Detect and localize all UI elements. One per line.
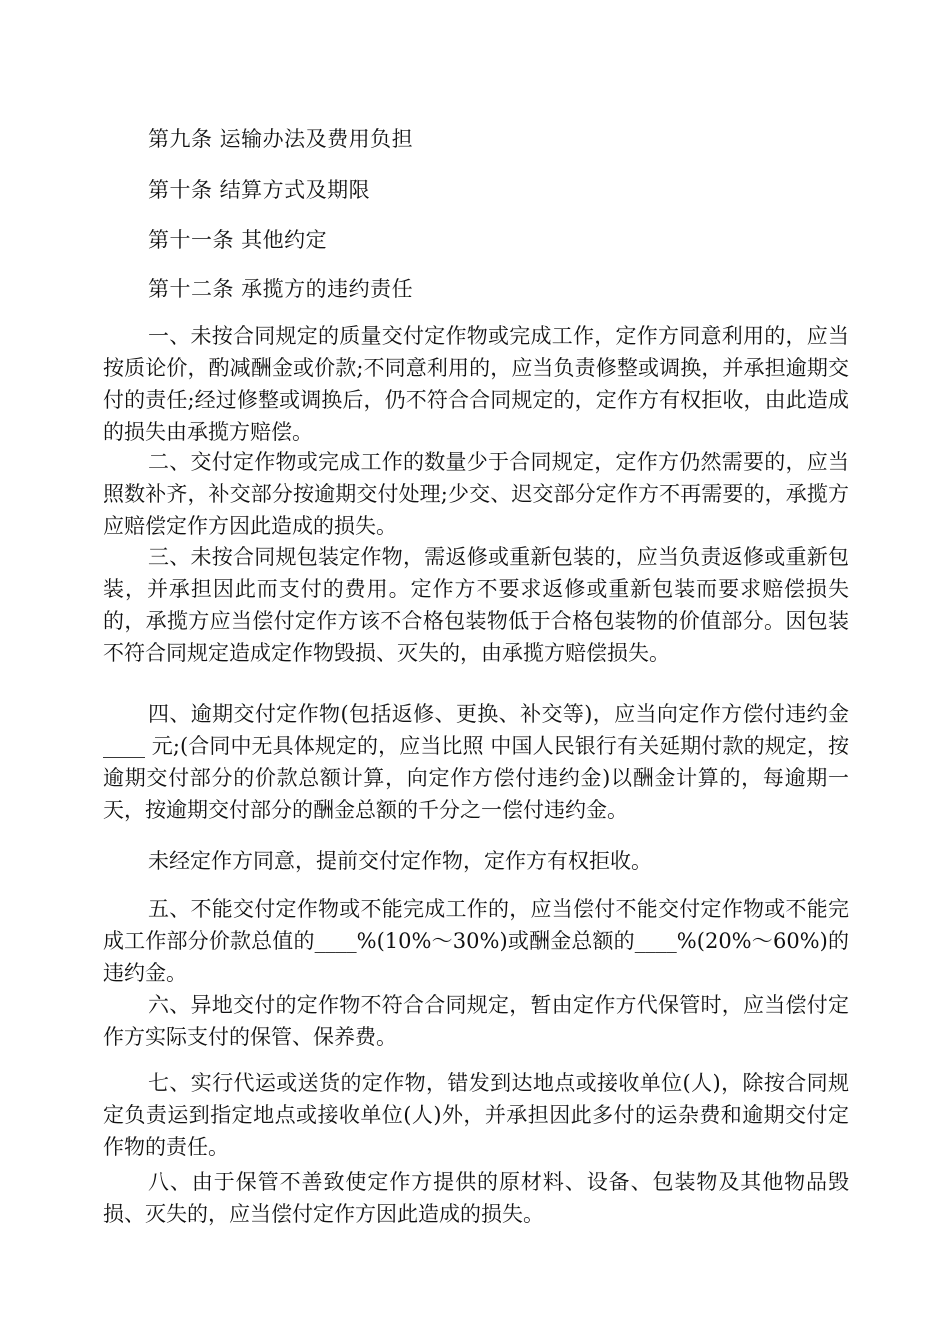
article-10-heading: 第十条 结算方式及期限 — [148, 178, 371, 202]
clause-1-paragraph: 一、未按合同规定的质量交付定作物或完成工作，定作方同意利用的，应当按质论价，酌减酬金或价款;不同意利用的，应当负责修整或调换，并承担逾期交付的责任;经过修整或调换后，仍不符合合同规定的，定作方有权拒收，由此造成的损失由承揽方赔偿。 — [103, 324, 849, 444]
clause-4-paragraph: 四、逾期交付定作物(包括返修、更换、补交等)，应当向定作方偿付违约金____ 元;(合同中无具体规定的，应当比照 中国人民银行有关延期付款的规定，按逾期交付部分的价款总额计算，向定作方偿付违约金)以酬金计算的，每逾期一天，按逾期交付部分的酬金总额的千分之一偿付违约金。 — [103, 702, 849, 822]
article-12-heading: 第十二条 承揽方的违约责任 — [148, 277, 414, 301]
clause-8-paragraph: 八、由于保管不善致使定作方提供的原材料、设备、包装物及其他物品毁损、灭失的，应当偿付定作方因此造成的损失。 — [103, 1170, 849, 1226]
clause-3-paragraph: 三、未按合同规包装定作物，需返修或重新包装的，应当负责返修或重新包装，并承担因此而支付的费用。定作方不要求返修或重新包装而要求赔偿损失的，承揽方应当偿付定作方该不合格包装物低于合格包装物的价值部分。因包装不符合同规定造成定作物毁损、灭失的，由承揽方赔偿损失。 — [103, 545, 849, 665]
clause-7-paragraph: 七、实行代运或送货的定作物，错发到达地点或接收单位(人)，除按合同规定负责运到指定地点或接收单位(人)外，并承担因此多付的运杂费和逾期交付定作物的责任。 — [103, 1071, 849, 1159]
clause-6-paragraph: 六、异地交付的定作物不符合合同规定，暂由定作方代保管时，应当偿付定作方实际支付的保管、保养费。 — [103, 993, 849, 1049]
article-11-heading: 第十一条 其他约定 — [148, 228, 328, 252]
article-9-heading: 第九条 运输办法及费用负担 — [148, 127, 414, 151]
early-delivery-paragraph: 未经定作方同意，提前交付定作物，定作方有权拒收。 — [148, 849, 652, 873]
clause-5-paragraph: 五、不能交付定作物或不能完成工作的，应当偿付不能交付定作物或不能完成工作部分价款总值的____%(10%～30%)或酬金总额的____%(20%～60%)的违约金。 — [103, 897, 849, 985]
clause-2-paragraph: 二、交付定作物或完成工作的数量少于合同规定，定作方仍然需要的，应当照数补齐，补交部分按逾期交付处理;少交、迟交部分定作方不再需要的，承揽方应赔偿定作方因此造成的损失。 — [103, 450, 849, 538]
